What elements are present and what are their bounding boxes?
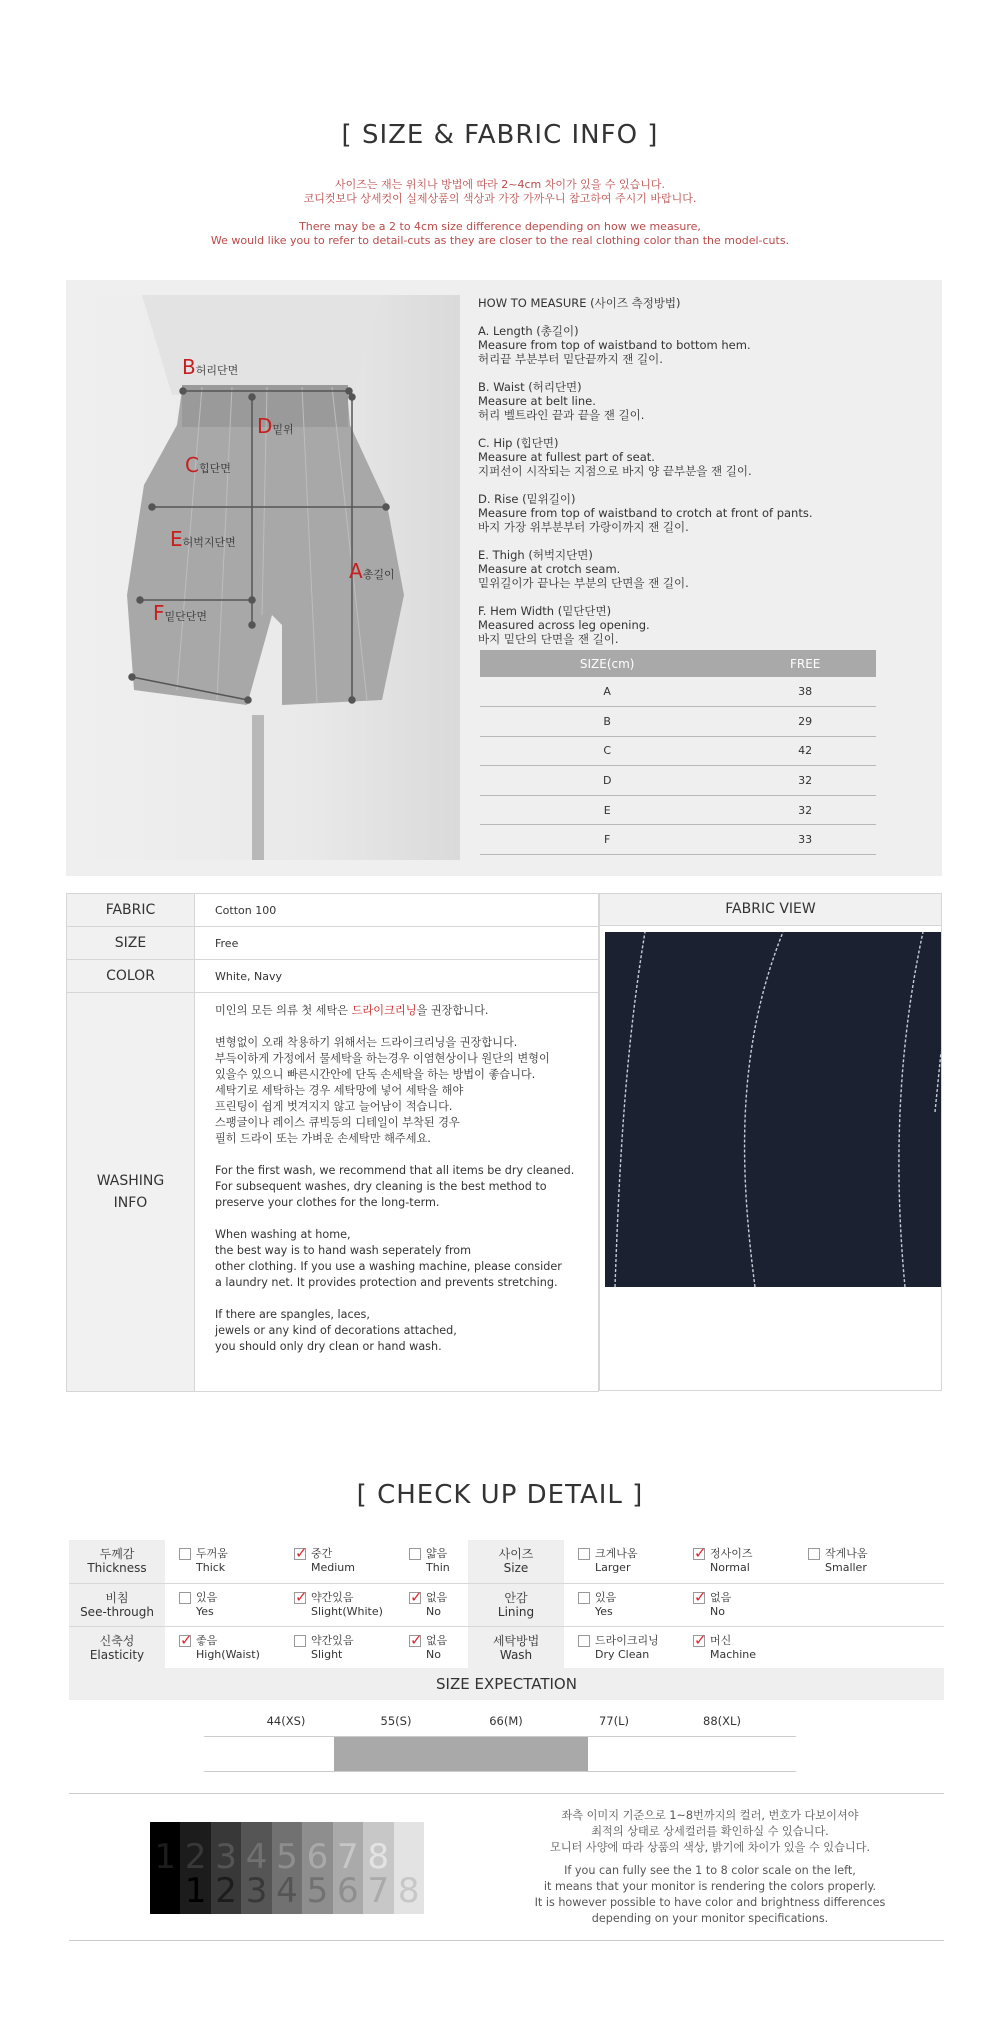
option-see-yes[interactable]: 있음 Yes [165,1591,280,1619]
measure-item-a: A. Length (총길이) Measure from top of waistband to bottom hem. 허리끝 부분부터 밑단끝까지 잰 길이. [478,324,751,366]
shorts-illustration [82,295,460,860]
table-row: E 32 [480,795,876,825]
scale-number-top: 7 [337,1837,359,1877]
table-row: C 42 [480,736,876,766]
checkbox-checked[interactable] [409,1592,421,1604]
scale-number-bottom: 1 [184,1871,207,1911]
size-label-s: 55(S) [380,1714,412,1728]
scale-number-top: 5 [276,1837,298,1877]
scale-number-bottom: 7 [367,1871,390,1911]
how-to-measure-heading: HOW TO MEASURE (사이즈 측정방법) [478,296,681,310]
fabric-value: Cotton 100 [195,894,599,927]
color-swatch [272,1822,302,1914]
how-to-measure [478,296,918,646]
color-note-en-warning-2: depending on your monitor specifications. [591,1912,829,1925]
label-f: F밑단단면 [153,601,208,625]
option-thin[interactable]: 얇음 Thin [395,1547,468,1575]
table-row: D 32 [480,766,876,796]
color-swatch [211,1822,241,1914]
option-lining-yes[interactable]: 있음 Yes [564,1591,679,1619]
size-table-header-free: FREE [734,650,876,677]
product-measure-diagram [82,295,460,860]
checkbox-checked[interactable] [693,1592,705,1604]
size-note-ko-1: 사이즈는 재는 위치나 방법에 따라 2~4cm 차이가 있을 수 있습니다. [335,178,665,191]
check-label-thickness: 두께감 Thickness [69,1540,165,1583]
checkbox[interactable] [179,1592,191,1604]
size-table [480,650,876,855]
check-up-table [69,1540,944,1670]
label-c: C힙단면 [185,453,231,477]
scale-number-bottom: 5 [306,1871,329,1911]
fabric-info-table [66,893,599,1392]
wash-en-text-2: When washing at home, the best way is to hand wash seperately from other clothing. If you use a washing machine, please consider a laundry net. It provides protection and prevents stretching. [215,1228,562,1289]
size-expectation-range [334,1737,588,1771]
scale-number-top: 1 [154,1837,177,1877]
check-label-see-through: 비침 See-through [69,1583,165,1626]
checkbox-checked[interactable] [693,1548,705,1560]
checkbox[interactable] [179,1548,191,1560]
size-label-xs: 44(XS) [266,1714,306,1728]
option-elastic-no[interactable]: ✓ 없음 No [395,1634,468,1662]
size-note-en-2: We would like you to refer to detail-cuts as they are closer to the real clothing color than the model-cuts. [210,234,790,247]
option-see-slight[interactable]: ✓ 약간있음 Slight(White) [280,1591,395,1619]
wash-first-note: 미인의 모든 의류 첫 세탁은 드라이크리닝을 권장합니다. [215,1004,489,1017]
checkbox[interactable] [578,1592,590,1604]
size-note-en-1: There may be a 2 to 4cm size difference depending on how we measure, [299,220,701,233]
option-normal[interactable]: ✓ 정사이즈 Normal [679,1547,794,1575]
scale-number-top: 2 [184,1837,207,1877]
monitor-color-scale [150,1822,424,1914]
scale-number-bottom: 8 [397,1871,420,1911]
color-note-en-2: it means that your monitor is rendering the colors properly. [543,1880,877,1893]
divider [69,1940,944,1941]
label-b: B허리단면 [182,355,239,379]
wash-ko-text: 변형없이 오래 착용하기 위해서는 드라이크리닝을 권장합니다. 부득이하게 가정에서 물세탁을 하는경우 이염현상이나 원단의 변형이 있을수 있으니 빠른시간안에 단독 손세탁을 하는 방법이 좋습니다. 세탁기로 세탁하는 경우 세탁망에 넣어 세탁을 해야 프린팅이 쉽게 벗겨지지 않고 늘어남이 적습니다. 스팽글이나 레이스 큐빅등의 디테일이 부착된 경우 필히 드라이 또는 가벼운 손세탁만 해주세요. [215,1036,550,1145]
measure-item-d: D. Rise (밑위길이) Measure from top of waistband to crotch at front of pants. 바지 가장 위부분부터 가랑이까지 잰 길이. [478,492,813,534]
measure-item-c: C. Hip (힙단면) Measure at fullest part of seat. 지퍼선이 시작되는 지점으로 바지 양 끝부분을 잰 길이. [478,436,752,478]
checkbox[interactable] [294,1635,306,1647]
option-elastic-high[interactable]: ✓ 좋음 High(Waist) [165,1634,280,1662]
option-dry-clean[interactable]: 드라이크리닝 Dry Clean [564,1634,679,1662]
option-elastic-slight[interactable]: 약간있음 Slight [280,1634,395,1662]
scale-number-top: 3 [215,1837,237,1877]
option-larger[interactable]: 크게나옴 Larger [564,1547,679,1575]
size-note-ko-2: 코디컷보다 상세컷이 실제상품의 색상과 가장 가까우니 참고하여 주시기 바랍니다. [303,192,697,205]
checkbox-checked[interactable] [409,1635,421,1647]
checkbox-checked[interactable] [294,1592,306,1604]
color-note-en-warning-1: It is however possible to have color and brightness differences [534,1896,886,1909]
table-row: F 33 [480,825,876,855]
scale-number-top: 6 [306,1837,329,1877]
check-label-elasticity: 신축성 Elasticity [69,1626,165,1669]
scale-number-top: 8 [367,1837,390,1877]
color-swatch [363,1822,393,1914]
color-label: COLOR [67,960,195,993]
scale-number-bottom: 6 [337,1871,359,1911]
measure-item-b: B. Waist (허리단면) Measure at belt line. 허리 벨트라인 끝과 끝을 잰 길이. [478,380,645,422]
color-note-en-1: If you can fully see the 1 to 8 color scale on the left, [564,1864,856,1877]
size-label: SIZE [67,927,195,960]
checkbox-checked[interactable] [693,1635,705,1647]
color-swatch [333,1822,363,1914]
size-label-l: 77(L) [598,1714,629,1728]
option-machine[interactable]: ✓ 머신 Machine [679,1634,794,1662]
option-smaller[interactable]: 작게나옴 Smaller [794,1547,944,1575]
option-lining-no[interactable]: ✓ 없음 No [679,1591,794,1619]
label-e: E허벅지단면 [170,527,236,551]
color-value: White, Navy [195,960,599,993]
size-label-xl: 88(XL) [703,1714,741,1728]
option-thick[interactable]: 두꺼움 Thick [165,1547,280,1575]
color-swatch [241,1822,271,1914]
checkbox-checked[interactable] [179,1635,191,1647]
section-title-check-up: [ CHECK UP DETAIL ] [356,1480,644,1510]
checkbox[interactable] [409,1548,421,1560]
scale-number-bottom: 2 [215,1871,237,1911]
table-row: A 38 [480,677,876,707]
check-label-size: 사이즈 Size [468,1540,564,1583]
label-a: A총길이 [349,559,395,583]
color-swatch [394,1822,424,1914]
size-expectation-header: SIZE EXPECTATION [69,1668,944,1700]
scale-number-top: 4 [245,1837,268,1877]
check-label-wash: 세탁방법 Wash [468,1626,564,1669]
color-note-ko-warning: 모니터 사양에 따라 상품의 색상, 밝기에 차이가 있을 수 있습니다. [549,1841,871,1854]
fabric-swatch-image [605,932,941,1287]
checkbox[interactable] [578,1548,590,1560]
size-label-m: 66(M) [489,1714,523,1728]
fabric-view-header: FABRIC VIEW [599,893,942,926]
washing-info-text [195,993,599,1392]
section-title-size-fabric: [ SIZE & FABRIC INFO ] [341,120,659,150]
option-medium[interactable]: ✓ 중간 Medium [280,1547,395,1575]
checkbox-checked[interactable] [294,1548,306,1560]
washing-info-label: WASHING INFO [67,993,195,1392]
table-row: B 29 [480,707,876,737]
label-d: D밑위 [257,414,294,438]
measure-item-e: E. Thigh (허벅지단면) Measure at crotch seam. 밑위길이가 끝나는 부분의 단면을 잰 길이. [478,548,689,590]
fabric-label: FABRIC [67,894,195,927]
color-note-ko-2: 최적의 상태로 상세컬러를 확인하실 수 있습니다. [591,1825,829,1838]
size-value: Free [195,927,599,960]
checkbox[interactable] [578,1635,590,1647]
scale-number-bottom: 4 [276,1871,298,1911]
wash-en-text-1: For the first wash, we recommend that all items be dry cleaned. For subsequent washes, dry cleaning is the best method to preserve your clothes for the long-term. [215,1164,575,1209]
color-swatch [180,1822,210,1914]
scale-number-bottom: 3 [245,1871,268,1911]
option-see-no[interactable]: ✓ 없음 No [395,1591,468,1619]
divider [69,1793,944,1794]
check-label-lining: 안감 Lining [468,1583,564,1626]
measure-item-f: F. Hem Width (밑단단면) Measured across leg opening. 바지 밑단의 단면을 잰 길이. [478,604,650,646]
color-note-ko-1: 좌측 이미지 기준으로 1~8번까지의 컬러, 번호가 다보이셔야 [561,1809,859,1822]
checkbox[interactable] [808,1548,820,1560]
size-table-header-size: SIZE(cm) [480,650,734,677]
wash-en-text-3: If there are spangles, laces, jewels or any kind of decorations attached, you should only dry clean or hand wash. [215,1308,457,1353]
color-swatch [302,1822,332,1914]
color-swatch [150,1822,180,1914]
